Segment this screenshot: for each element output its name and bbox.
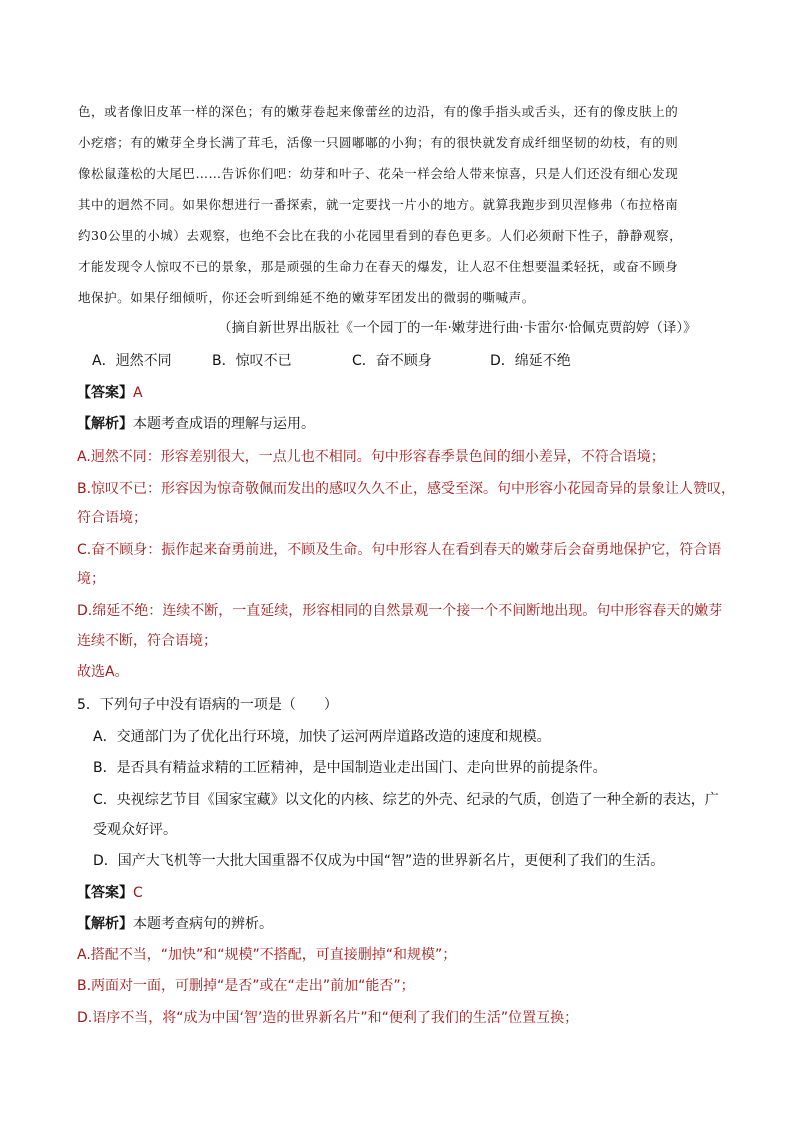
passage-source: （摘自新世界出版社《一个园丁的一年·嫩芽进行曲·卡雷尔·恰佩克贾韵婷（译）》: [218, 320, 697, 336]
q5-option-b: B．是否具有精益求精的工匠精神，是中国制造业走出国门、走向世界的前提条件。: [93, 760, 607, 776]
q5-analysis-line: D.语序不当，将“成为中国‘智’造的世界新名片”和“便利了我们的生活”位置互换；: [77, 1010, 579, 1026]
q5-analysis-line: A.搭配不当，“加快”和“规模”不搭配，可直接删掉“和规模”；: [77, 947, 457, 963]
passage-line: 其中的迥然不同。如果你想进行一番探索，就一定要找一片小的地方。就算我跑步到贝涅修弗（布拉格南: [78, 197, 679, 212]
q4-option-d: D．绵延不绝: [490, 353, 571, 369]
q5-option-d: D．国产大飞机等一大批大国重器不仅成为中国“智”造的世界新名片，更便利了我们的生活。: [93, 853, 665, 869]
q5-answer: [77, 883, 727, 903]
analysis-tag: 【解析】: [77, 916, 133, 932]
q5-analysis-heading: [77, 914, 727, 934]
q4-analysis-line: C.奋不顾身：振作起来奋勇前进，不顾及生命。句中形容人在看到春天的嫩芽后会奋勇地保护它，符合语: [77, 542, 722, 558]
answer-tag: 【答案】: [77, 885, 133, 901]
q4-analysis-line: 连续不断，符合语境；: [77, 633, 217, 649]
q4-option-c: C．奋不顾身: [352, 353, 432, 369]
q4-analysis-line: 符合语境；: [77, 510, 147, 526]
q4-option-a: A．迥然不同: [92, 353, 172, 369]
passage-line: 地保护。如果仔细倾听，你还会听到绵延不绝的嫩芽军团发出的微弱的嘶喊声。: [78, 290, 535, 305]
passage-line: 小疙瘩；有的嫩芽全身长满了茸毛，活像一只圆嘟嘟的小狗；有的很快就发育成纤细坚韧的幼枝，有的则: [78, 135, 679, 150]
passage-line: 约30公里的小城）去观察，也绝不会比在我的小花园里看到的春色更多。人们必须耐下性子，静静观察，: [78, 228, 683, 243]
q4-analysis-line: D.绵延不绝：连续不断，一直延续，形容相同的自然景观一个接一个不间断地出现。句中形容春天的嫩芽: [77, 603, 723, 619]
analysis-intro: 本题考查病句的辨析。: [133, 916, 273, 932]
q4-option-b: B．惊叹不已: [212, 353, 292, 369]
q5-option-c-cont: 受观众好评。: [93, 822, 177, 838]
q4-analysis-line: B.惊叹不已：形容因为惊奇敬佩而发出的感叹久久不止，感受至深。句中形容小花园奇异的景象让人赞叹，: [77, 481, 736, 497]
q5-option-c: C．央视综艺节目《国家宝藏》以文化的内核、综艺的外壳、纪录的气质，创造了一种全新的表达，广: [93, 792, 719, 808]
passage-line: 像松鼠蓬松的大尾巴……告诉你们吧：幼芽和叶子、花朵一样会给人带来惊喜，只是人们还没有细心发现: [78, 166, 679, 181]
analysis-tag: 【解析】: [77, 416, 133, 432]
q4-analysis-line: A.迥然不同：形容差别很大，一点儿也不相同。句中形容春季景色间的细小差异，不符合语境；: [77, 449, 665, 465]
answer-tag: 【答案】: [77, 385, 133, 401]
q4-conclusion: 故选A。: [77, 664, 129, 680]
q5-analysis-line: B.两面对一面，可删掉“是否”或在“走出”前加“能否”；: [77, 978, 415, 994]
analysis-intro: 本题考查成语的理解与运用。: [133, 416, 315, 432]
q4-analysis-line: 境；: [77, 571, 105, 587]
q5-stem: 5．下列句子中没有语病的一项是（ ）: [77, 697, 338, 713]
q5-option-a: A．交通部门为了优化出行环境，加快了运河两岸道路改造的速度和规模。: [93, 729, 551, 745]
q4-analysis-heading: [77, 414, 727, 434]
q4-answer: [77, 383, 727, 403]
passage-line: 色，或者像旧皮革一样的深色；有的嫩芽卷起来像蕾丝的边沿，有的像手指头或舌头，还有的像皮肤上的: [78, 104, 679, 119]
answer-value: A: [133, 385, 143, 401]
passage-line: 才能发现令人惊叹不已的景象，那是顽强的生命力在春天的爆发，让人忍不住想要温柔轻抚，或奋不顾身: [78, 259, 679, 274]
answer-value: C: [133, 885, 143, 901]
